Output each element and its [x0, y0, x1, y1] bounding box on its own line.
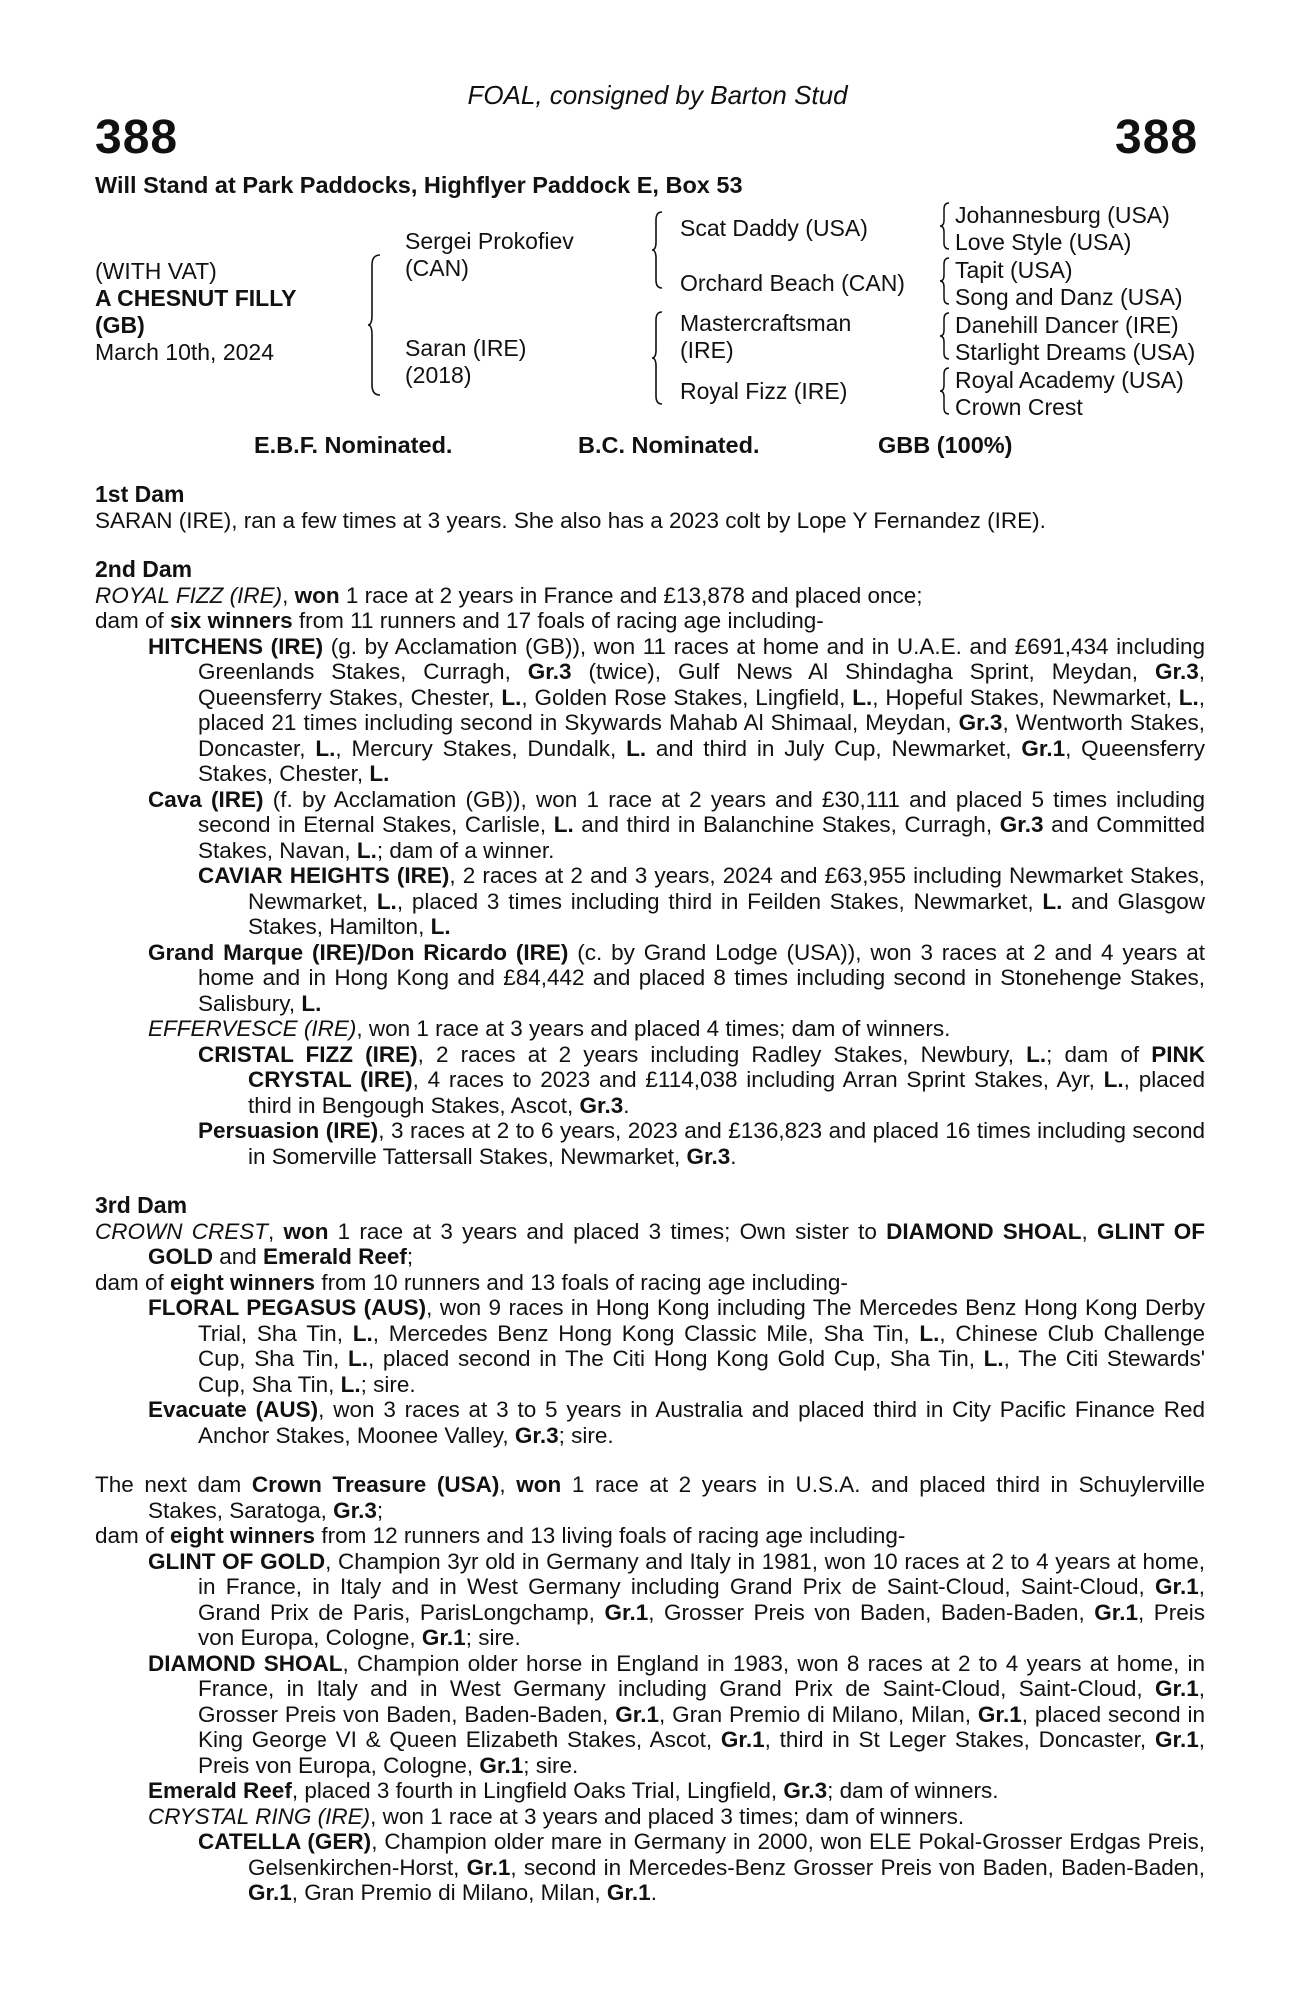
lot-number-right: 388 — [1115, 111, 1199, 164]
progeny-persuasion: Persuasion (IRE), 3 races at 2 to 6 years, 2023 and £136,823 and placed 16 times including second in Somerville Tattersall Stakes, Newmarket, Gr.3. — [198, 1118, 1205, 1169]
third-dam-produce: dam of eight winners from 10 runners and 13 foals of racing age including- — [95, 1269, 848, 1295]
first-dam-heading: 1st Dam — [95, 481, 185, 507]
gp-brace-1 — [940, 203, 950, 249]
dam-sire-country: (IRE) — [680, 337, 734, 363]
progeny-cava: Cava (IRE) (f. by Acclamation (GB)), won 1 race at 2 years and £30,111 and placed 5 times including second in Eternal Stakes, Carlisle, L. and third in Balanchine Stakes, Curragh, Gr.3 and Committed Stakes, Navan, L.; dam of a winner. — [148, 786, 1205, 863]
progeny-glint-of-gold: GLINT OF GOLD, Champion 3yr old in Germany and Italy in 1981, won 10 races at 2 to 4 years at home, in France, in Italy and in West Germany including Grand Prix de Saint-Cloud, Saint-Cloud, Gr.1, Grand Prix de Paris, ParisLongchamp, Gr.1, Grosser Preis von Baden, Baden-Baden, Gr.1, Preis von Europa, Cologne, Gr.1; sire. — [148, 1548, 1205, 1650]
next-dam-produce: dam of eight winners from 12 runners and 13 living foals of racing age including- — [95, 1523, 906, 1548]
lot-name: A CHESNUT FILLY — [95, 285, 297, 311]
second-dam-line: ROYAL FIZZ (IRE), won 1 race at 2 years in France and £13,878 and placed once; — [95, 582, 923, 608]
first-dam-text: SARAN (IRE), ran a few times at 3 years. She also has a 2023 colt by Lope Y Fernandez (IRE). — [95, 507, 1046, 533]
vat-note: (WITH VAT) — [95, 258, 217, 284]
pedigree-brace — [368, 255, 382, 395]
sire-sire: Scat Daddy (USA) — [680, 215, 868, 241]
progeny-diamond-shoal: DIAMOND SHOAL, Champion older horse in England in 1983, won 8 races at 2 to 4 years at home, in France, in Italy and in West Germany including Grand Prix de Saint-Cloud, Saint-Cloud, Gr.1, Grosser Preis von Baden, Baden-Baden, Gr.1, Gran Premio di Milano, Milan, Gr.1, placed second in King George VI & Queen Elizabeth Stakes, Ascot, Gr.1, third in St Leger Stakes, Doncaster, Gr.1, Preis von Europa, Cologne, Gr.1; sire. — [148, 1650, 1205, 1778]
progeny-floral-pegasus: FLORAL PEGASUS (AUS), won 9 races in Hong Kong including The Mercedes Benz Hong Kong Derby Trial, Sha Tin, L., Mercedes Benz Hong Kong Classic Mile, Sha Tin, L., Chinese Club Challenge Cup, Sha Tin, L., placed second in The Citi Hong Kong Gold Cup, Sha Tin, L., The Citi Stewards' Cup, Sha Tin, L.; sire. — [148, 1295, 1206, 1397]
gp-ds-dam: Starlight Dreams (USA) — [955, 339, 1196, 365]
sire-brace — [652, 212, 664, 288]
progeny-grand-marque: Grand Marque (IRE)/Don Ricardo (IRE) (c. by Grand Lodge (USA)), won 3 races at 2 and 4 years at home and in Hong Kong and £84,442 and placed 8 times including second in Stonehenge Stakes, Salisbury, L. — [148, 939, 1205, 1016]
third-dam-line: CROWN CREST, won 1 race at 3 years and placed 3 times; Own sister to DIAMOND SHOAL, GLINT OF GOLD and Emerald Reef; — [95, 1218, 1205, 1269]
dam-sire: Mastercraftsman — [680, 310, 852, 336]
foaled-date: March 10th, 2024 — [95, 339, 275, 365]
lot-name-country: (GB) — [95, 312, 145, 338]
sire-country: (CAN) — [405, 255, 469, 281]
dam-dam: Royal Fizz (IRE) — [680, 378, 848, 404]
next-dam-line: The next dam Crown Treasure (USA), won 1 race at 2 years in U.S.A. and placed third in Schuylerville Stakes, Saratoga, Gr.3; — [95, 1472, 1205, 1523]
dam-name: Saran (IRE) — [405, 335, 527, 361]
gp-dd-sire: Royal Academy (USA) — [955, 367, 1184, 393]
gp-brace-4 — [940, 368, 950, 414]
gp-dd-dam: Crown Crest — [955, 394, 1083, 420]
second-dam-produce: dam of six winners from 11 runners and 17 foals of racing age including- — [95, 608, 824, 633]
progeny-caviar-heights: CAVIAR HEIGHTS (IRE), 2 races at 2 and 3 years, 2024 and £63,955 including Newmarket Stakes, Newmarket, L., placed 3 times including third in Feilden Stakes, Newmarket, L. and Glasgow Stakes, Hamilton, L. — [198, 863, 1206, 939]
gp-ss-sire: Johannesburg (USA) — [955, 202, 1170, 228]
ebf-nomination: E.B.F. Nominated. — [254, 432, 453, 458]
gbb-percentage: GBB (100%) — [878, 432, 1013, 458]
progeny-evacuate: Evacuate (AUS), won 3 races at 3 to 5 years in Australia and placed third in City Pacific Finance Red Anchor Stakes, Moonee Valley, Gr.3; sire. — [148, 1397, 1205, 1448]
dam-brace — [652, 312, 664, 404]
gp-brace-3 — [940, 313, 950, 359]
gp-ss-dam: Love Style (USA) — [955, 229, 1132, 255]
progeny-cristal-fizz: CRISTAL FIZZ (IRE), 2 races at 2 years including Radley Stakes, Newbury, L.; dam of PINK CRYSTAL (IRE), 4 races to 2023 and £114,038 including Arran Sprint Stakes, Ayr, L., placed third in Bengough Stakes, Ascot, Gr.3. — [198, 1041, 1205, 1118]
progeny-emerald-reef: Emerald Reef, placed 3 fourth in Lingfield Oaks Trial, Lingfield, Gr.3; dam of winners. — [148, 1778, 999, 1803]
gp-ds-sire: Danehill Dancer (IRE) — [955, 312, 1179, 338]
bc-nomination: B.C. Nominated. — [578, 432, 760, 458]
second-dam-heading: 2nd Dam — [95, 556, 193, 582]
sire-dam: Orchard Beach (CAN) — [680, 270, 905, 296]
third-dam-heading: 3rd Dam — [95, 1192, 188, 1218]
gp-brace-2 — [940, 258, 950, 304]
gp-sd-sire: Tapit (USA) — [955, 257, 1073, 283]
gp-sd-dam: Song and Danz (USA) — [955, 284, 1183, 310]
sire-name: Sergei Prokofiev — [405, 228, 574, 254]
progeny-crystal-ring: CRYSTAL RING (IRE), won 1 race at 3 years and placed 3 times; dam of winners. — [148, 1803, 965, 1829]
progeny-hitchens: HITCHENS (IRE) (g. by Acclamation (GB)), won 11 races at home and in U.A.E. and £691,434 including Greenlands Stakes, Curragh, Gr.3 (twice), Gulf News Al Shindagha Sprint, Meydan, Gr.3, Queensferry Stakes, Chester, L., Golden Rose Stakes, Lingfield, L., Hopeful Stakes, Newmarket, L., placed 21 times including second in Skywards Mahab Al Shimaal, Meydan, Gr.3, Wentworth Stakes, Doncaster, L., Mercury Stakes, Dundalk, L. and third in July Cup, Newmarket, Gr.1, Queensferry Stakes, Chester, L. — [148, 633, 1206, 786]
lot-number-left: 388 — [95, 111, 179, 164]
consignor-line: FOAL, consigned by Barton Stud — [467, 80, 848, 110]
dam-year: (2018) — [405, 362, 472, 388]
progeny-catella: CATELLA (GER), Champion older mare in Germany in 2000, won ELE Pokal-Grosser Erdgas Preis, Gelsenkirchen-Horst, Gr.1, second in Mercedes-Benz Grosser Preis von Baden, Baden-Baden, Gr.1, Gran Premio di Milano, Milan, Gr.1. — [198, 1829, 1205, 1905]
progeny-effervesce: EFFERVESCE (IRE), won 1 race at 3 years and placed 4 times; dam of winners. — [148, 1016, 951, 1041]
catalogue-body — [95, 482, 1205, 1906]
stand-location: Will Stand at Park Paddocks, Highflyer Paddock E, Box 53 — [95, 172, 743, 198]
